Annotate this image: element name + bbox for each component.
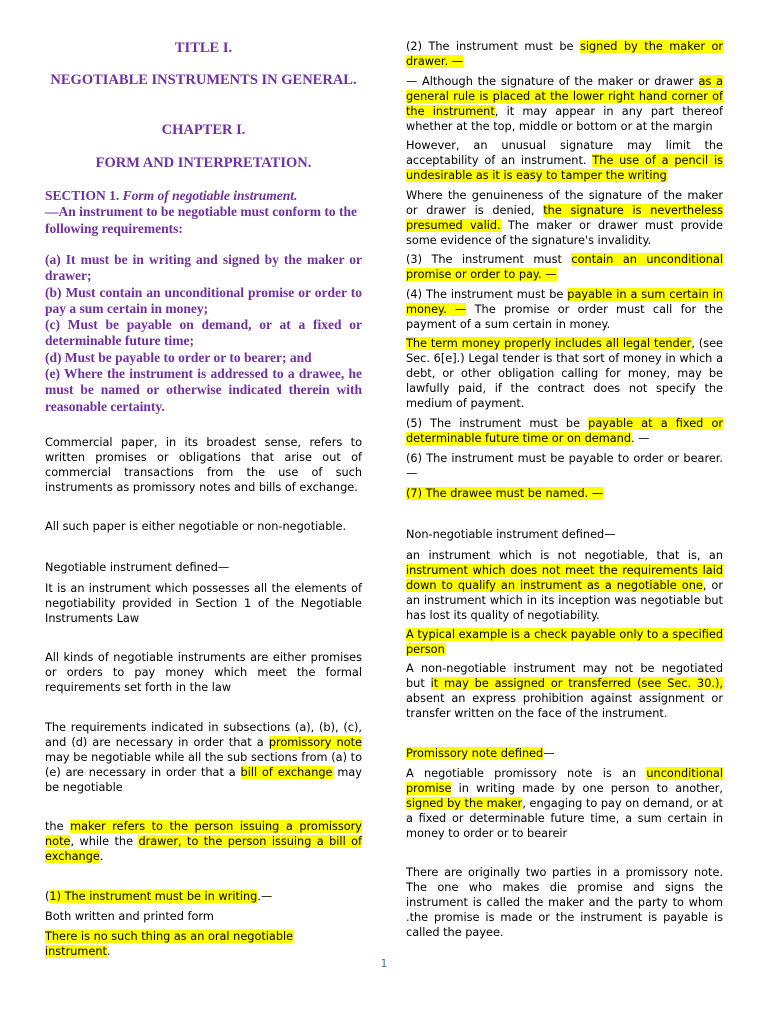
highlight-drawee: (7) The drawee must be named. — [406,487,604,500]
paragraph-all-kinds: All kinds of negotiable instruments are either promises or orders to pay money which meet the formal requirements set forth in the law [45,651,362,694]
promissory-note-heading: Promissory note defined— [406,747,555,760]
highlight-signed-by-maker: signed by the maker [406,796,523,810]
promissory-note-definition: A negotiable promissory note is an unconditional promise in writing made by one person to another, signed by the maker, engaging to pay on demand, or at a fixed or determinable future time, a sum certain in money to order or to beareir [406,767,723,840]
negotiable-defined-body: It is an instrument which possesses all the elements of negotiability provided in Section 1 of the Negotiable Instruments Law [45,582,362,625]
paragraph-requirements: The requirements indicated in subsections (a), (b), (c), and (d) are necessary in order that a promissory note may be negotiable while all the sub sections from (a) to (e) are necessary in order that a bill of exchange may be negotiable [45,721,362,794]
highlight-presumed-valid: the signature is nevertheless presumed valid. [406,203,724,232]
requirement-1-writing: (1) The instrument must be in writing.— [45,890,273,903]
requirement-7-drawee [406,487,723,502]
section-title: Form of negotiable instrument. [122,188,298,203]
paragraph-assigned-transferred: A non-negotiable instrument may not be negotiated but it may be assigned or transferred (see Sec. 30.), absent an express prohibition against assignment or transfer written on the face of the instrument. [406,662,723,720]
requirement-2-signed: (2) The instrument must be signed by the maker or drawer. — [406,40,723,68]
title: TITLE I. [174,40,233,56]
highlight-maker: maker refers to the person issuing a promissory note [45,820,362,848]
form-heading: FORM AND INTERPRETATION. [95,155,312,171]
highlight-typical-example: A typical example is a check payable only to a specified person [406,628,723,656]
highlight-pencil: The use of a pencil is undesirable as it is easy to tamper the writing [406,153,723,182]
no-oral-instrument: There is no such thing as an oral negotiable instrument. [45,930,294,958]
requirement-a: (a) It must be in writing and signed by the maker or drawer; [45,252,362,284]
highlight-payable-time: payable at a fixed or determinable future time or on demand [406,417,724,445]
highlight-unconditional: contain an unconditional promise or order to pay. — [406,253,724,281]
subtitle: NEGOTIABLE INSTRUMENTS IN GENERAL. [50,72,357,88]
paragraph-legal-tender: The term money properly includes all legal tender, (see Sec. 6[e].) Legal tender is that sort of money in which a debt, or other obligation calling for money, may be lawfully paid, if the contract does not specify the medium of payment. [406,337,723,410]
paragraph-typical-example [406,628,723,658]
section-label: SECTION 1. [45,188,120,203]
highlight-writing: 1) The instrument must be in writing [49,890,258,903]
section-1 [45,188,362,237]
requirement-e: (e) Where the instrument is addressed to a drawee, he must be named or otherwise indicated therein with reasonable certainty. [45,366,362,414]
written-printed-form: Both written and printed form [45,910,214,923]
requirements-list [45,252,362,415]
non-negotiable-definition: an instrument which is not negotiable, that is, an instrument which does not meet the requirements laid down to qualify an instrument as a negotiable one, or an instrument which in its inception was negotiable but has lost its quality of negotiability. [406,549,723,622]
paragraph-two-parties: There are originally two parties in a promissory note. The one who makes die promise and signs the instrument is called the maker and the party to whom .the promise is made or the instrument is payable is called the payee. [406,866,723,939]
page-number: 1 [380,957,388,970]
paragraph-all-such-paper: All such paper is either negotiable or non-negotiable. [45,520,347,533]
highlight-assigned: it may be assigned or transferred (see Sec. 30.), [430,676,723,690]
highlight-unconditional-promise: unconditional promise [406,767,723,795]
highlight-drawer: drawer, to the person issuing a bill of exchange [45,834,362,863]
requirement-4-sum-certain: (4) The instrument must be payable in a sum certain in money. — The promise or order must call for the payment of a sum certain in money. [406,288,723,331]
requirement-d: (d) Must be payable to order or to bearer; and [45,349,312,365]
non-negotiable-heading: Non-negotiable instrument defined— [406,528,616,541]
paragraph-genuineness: Where the genuineness of the signature of the maker or drawer is denied, the signature is nevertheless presumed valid. The maker or drawer must provide some evidence of the signature's invalidity. [406,189,724,247]
highlight-sum-certain: payable in a sum certain in money. — [406,288,723,316]
requirement-b: (b) Must contain an unconditional promise or order to pay a sum certain in money; [45,284,362,316]
highlight-signed: signed by the maker or drawer. — [406,40,723,68]
highlight-legal-tender: The term money properly includes all legal tender [406,337,692,350]
requirement-c: (c) Must be payable on demand, or at a fixed or determinable future time; [45,317,362,349]
requirement-3-unconditional: (3) The instrument must contain an unconditional promise or order to pay. — [406,253,724,281]
highlight-bill-of-exchange: bill of exchange [240,765,333,779]
highlight-signature-position: as a general rule is placed at the lower right hand corner of the instrument [406,75,723,118]
paragraph-signature-position: — Although the signature of the maker or drawer as a general rule is placed at the lower right hand corner of the instrument, it may appear in any part thereof whether at the top, middle or bottom or at the margin [406,75,724,133]
requirement-5-payable-time: (5) The instrument must be payable at a fixed or determinable future time or on demand. — [406,417,724,445]
chapter-heading: CHAPTER I. [161,122,246,138]
highlight-oral: There is no such thing as an oral negotiable instrument [45,930,294,958]
paragraph-unusual-signature: However, an unusual signature may limit the acceptability of an instrument. The use of a pencil is undesirable as it is easy to tamper the writing [406,139,723,182]
section-body: —An instrument to be negotiable must conform to the following requirements: [45,204,357,236]
highlight-promissory-note: promissory note [268,735,362,749]
highlight-promissory-defined: Promissory note defined [406,747,544,760]
paragraph-maker-drawer: the maker refers to the person issuing a promissory note, while the drawer, to the person issuing a bill of exchange. [45,820,362,863]
negotiable-defined-heading: Negotiable instrument defined— [45,561,230,574]
requirement-6-order-bearer: (6) The instrument must be payable to order or bearer. — [406,452,723,480]
highlight-requirements-not-met: instrument which does not meet the requirements laid down to qualify an instrument as a negotiable one [406,563,723,592]
paragraph-commercial-paper: Commercial paper, in its broadest sense, refers to written promises or obligations that arise out of commercial transactions from the use of such instruments as promissory notes and bills of exchange. [45,436,362,494]
